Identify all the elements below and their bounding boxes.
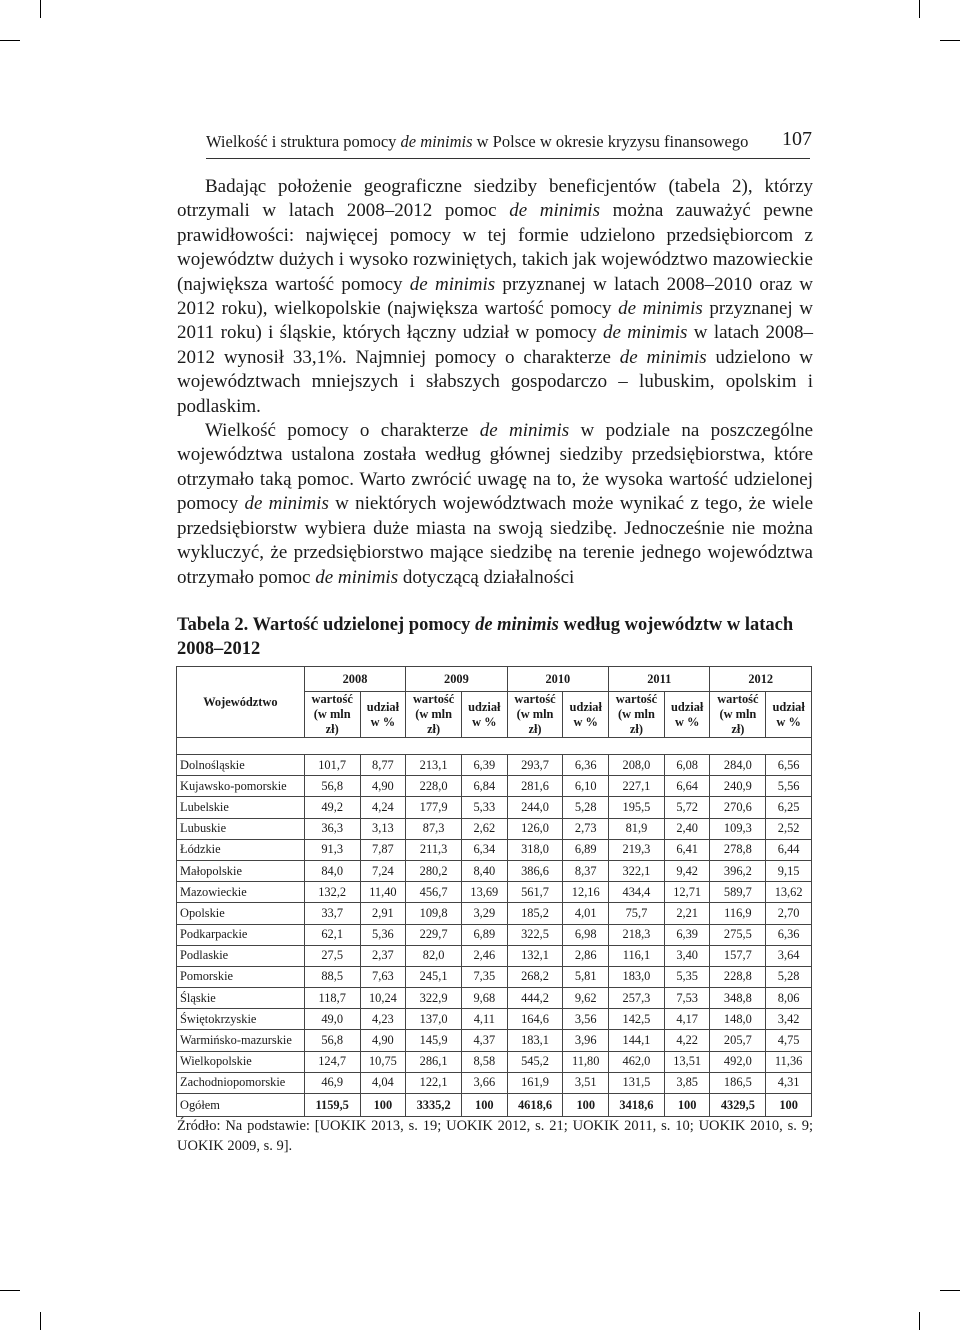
running-title: Wielkość i struktura pomocy de minimis w Polsce w okresie kryzysu finansowego <box>206 132 749 151</box>
share-cell: 2,46 <box>462 945 508 966</box>
value-cell: 109,8 <box>406 903 462 924</box>
paragraph: Badając położenie geograficzne siedziby beneficjentów (tabela 2), którzy otrzymali w latach 2008–2012 pomoc de minimis można zauważyć pewne prawidłowości: najwięcej pomocy w tej formie udzielono przedsiębiorcom z województw dużych i wysoko rozwiniętych, takich jak województwo mazowieckie (największa wartość pomocy de minimis przyznanej w latach 2008–2010 oraz w 2012 roku), wielkopolskie (największa wartość pomocy de minimis przyznanej w 2011 roku) i śląskie, których łączny udział w pomocy de minimis w latach 2008–2012 wynosił 33,1%. Najmniej pomocy o charakterze de minimis udzielono w województwach mniejszych i słabszych gospodarczo – lubuskim, opolskim i podlaskim. <box>177 176 814 417</box>
share-cell: 6,64 <box>664 776 710 797</box>
share-column-header: udział w % <box>664 692 710 738</box>
value-cell: 75,7 <box>609 903 665 924</box>
value-cell: 148,0 <box>710 1009 766 1030</box>
share-cell: 9,42 <box>664 860 710 881</box>
value-cell: 228,8 <box>710 966 766 987</box>
share-cell: 6,36 <box>766 924 812 945</box>
share-cell: 12,16 <box>563 882 609 903</box>
province-name: Wielkopolskie <box>177 1051 305 1072</box>
share-cell: 12,71 <box>664 882 710 903</box>
share-cell: 4,37 <box>462 1030 508 1051</box>
province-name: Kujawsko-pomorskie <box>177 776 305 797</box>
share-cell: 100 <box>462 1094 508 1117</box>
share-cell: 5,35 <box>664 966 710 987</box>
share-cell: 4,75 <box>766 1030 812 1051</box>
province-name: Pomorskie <box>177 966 305 987</box>
table-row <box>177 797 812 818</box>
share-cell: 9,68 <box>462 988 508 1009</box>
value-cell: 4329,5 <box>710 1094 766 1117</box>
share-cell: 3,64 <box>766 945 812 966</box>
value-cell: 132,2 <box>304 882 360 903</box>
province-name: Podlaskie <box>177 945 305 966</box>
share-cell: 7,53 <box>664 988 710 1009</box>
province-name: Dolnośląskie <box>177 755 305 776</box>
share-cell: 4,90 <box>360 1030 406 1051</box>
share-cell: 4,90 <box>360 776 406 797</box>
value-cell: 245,1 <box>406 966 462 987</box>
year-header: 2008 <box>304 667 405 692</box>
province-name: Lubelskie <box>177 797 305 818</box>
share-cell: 13,69 <box>462 882 508 903</box>
crop-mark <box>940 1290 960 1291</box>
value-cell: 33,7 <box>304 903 360 924</box>
share-column-header: udział w % <box>462 692 508 738</box>
table-row <box>177 924 812 945</box>
value-cell: 3335,2 <box>406 1094 462 1117</box>
value-cell: 3418,6 <box>609 1094 665 1117</box>
value-cell: 137,0 <box>406 1009 462 1030</box>
province-header: Województwo <box>177 667 305 738</box>
value-cell: 185,2 <box>507 903 563 924</box>
crop-mark <box>919 1312 920 1330</box>
share-cell: 8,58 <box>462 1051 508 1072</box>
value-cell: 284,0 <box>710 755 766 776</box>
paragraph: Wielkość pomocy o charakterze de minimis w podziale na poszczególne województwa ustalona została według głównej siedziby przedsiębiorstwa, które otrzymało taką pomoc. Warto zwrócić uwagę na to, że wysoka wartość udzielonej pomocy de minimis w niektórych województwach może wynikać z tego, że wiele przedsiębiorstw wybiera duże miasta na swoją siedzibę. Jednocześnie nie można wykluczyć, że przedsiębiorstwo mające siedzibę na terenie jednego województwa otrzymało pomoc de minimis dotyczącą działalności <box>177 420 814 588</box>
share-cell: 6,25 <box>766 797 812 818</box>
value-cell: 227,1 <box>609 776 665 797</box>
province-name: Podkarpackie <box>177 924 305 945</box>
table-row <box>177 945 812 966</box>
share-cell: 10,75 <box>360 1051 406 1072</box>
share-cell: 2,62 <box>462 818 508 839</box>
value-cell: 101,7 <box>304 755 360 776</box>
year-header-row <box>177 667 812 692</box>
crop-mark <box>40 1312 41 1330</box>
running-header <box>206 128 810 159</box>
value-cell: 27,5 <box>304 945 360 966</box>
value-cell: 462,0 <box>609 1051 665 1072</box>
share-column-header: udział w % <box>563 692 609 738</box>
share-cell: 5,33 <box>462 797 508 818</box>
share-cell: 4,22 <box>664 1030 710 1051</box>
value-cell: 183,0 <box>609 966 665 987</box>
table-body <box>177 755 812 1117</box>
value-cell: 88,5 <box>304 966 360 987</box>
share-cell: 11,40 <box>360 882 406 903</box>
value-cell: 177,9 <box>406 797 462 818</box>
value-cell: 492,0 <box>710 1051 766 1072</box>
crop-mark <box>0 1290 20 1291</box>
year-header: 2012 <box>710 667 812 692</box>
value-cell: 116,1 <box>609 945 665 966</box>
share-cell: 2,70 <box>766 903 812 924</box>
share-cell: 9,15 <box>766 860 812 881</box>
value-cell: 116,9 <box>710 903 766 924</box>
value-cell: 186,5 <box>710 1072 766 1093</box>
value-cell: 322,1 <box>609 860 665 881</box>
share-cell: 7,24 <box>360 860 406 881</box>
province-name: Lubuskie <box>177 818 305 839</box>
value-cell: 1159,5 <box>304 1094 360 1117</box>
share-cell: 4,17 <box>664 1009 710 1030</box>
share-cell: 8,06 <box>766 988 812 1009</box>
share-cell: 4,01 <box>563 903 609 924</box>
value-cell: 270,6 <box>710 797 766 818</box>
value-column-header: wartość (w mln zł) <box>507 692 563 738</box>
value-cell: 211,3 <box>406 839 462 860</box>
value-cell: 240,9 <box>710 776 766 797</box>
value-cell: 396,2 <box>710 860 766 881</box>
crop-mark <box>940 40 960 41</box>
crop-mark <box>40 0 41 18</box>
page-number: 107 <box>782 128 812 150</box>
share-cell: 5,28 <box>563 797 609 818</box>
share-column-header: udział w % <box>360 692 406 738</box>
value-cell: 56,8 <box>304 1030 360 1051</box>
value-cell: 229,7 <box>406 924 462 945</box>
province-name: Śląskie <box>177 988 305 1009</box>
share-cell: 5,81 <box>563 966 609 987</box>
data-table <box>176 666 812 1117</box>
value-cell: 122,1 <box>406 1072 462 1093</box>
year-header: 2010 <box>507 667 608 692</box>
value-cell: 142,5 <box>609 1009 665 1030</box>
value-cell: 144,1 <box>609 1030 665 1051</box>
value-cell: 545,2 <box>507 1051 563 1072</box>
share-cell: 6,89 <box>563 839 609 860</box>
share-column-header: udział w % <box>766 692 812 738</box>
value-cell: 205,7 <box>710 1030 766 1051</box>
value-cell: 161,9 <box>507 1072 563 1093</box>
share-cell: 2,37 <box>360 945 406 966</box>
value-column-header: wartość (w mln zł) <box>304 692 360 738</box>
share-cell: 9,62 <box>563 988 609 1009</box>
share-cell: 5,36 <box>360 924 406 945</box>
value-cell: 4618,6 <box>507 1094 563 1117</box>
share-cell: 4,11 <box>462 1009 508 1030</box>
value-cell: 36,3 <box>304 818 360 839</box>
value-cell: 118,7 <box>304 988 360 1009</box>
table-row <box>177 1009 812 1030</box>
province-name: Łódzkie <box>177 839 305 860</box>
value-cell: 49,0 <box>304 1009 360 1030</box>
table-row <box>177 1030 812 1051</box>
value-cell: 293,7 <box>507 755 563 776</box>
share-cell: 11,80 <box>563 1051 609 1072</box>
value-cell: 56,8 <box>304 776 360 797</box>
share-cell: 13,62 <box>766 882 812 903</box>
value-cell: 278,8 <box>710 839 766 860</box>
share-cell: 2,86 <box>563 945 609 966</box>
value-cell: 318,0 <box>507 839 563 860</box>
value-cell: 589,7 <box>710 882 766 903</box>
share-cell: 2,40 <box>664 818 710 839</box>
value-cell: 386,6 <box>507 860 563 881</box>
value-cell: 257,3 <box>609 988 665 1009</box>
value-cell: 281,6 <box>507 776 563 797</box>
share-cell: 6,39 <box>664 924 710 945</box>
share-cell: 2,52 <box>766 818 812 839</box>
share-cell: 6,56 <box>766 755 812 776</box>
table-row <box>177 755 812 776</box>
table-row <box>177 1051 812 1072</box>
value-cell: 81,9 <box>609 818 665 839</box>
value-cell: 286,1 <box>406 1051 462 1072</box>
value-cell: 126,0 <box>507 818 563 839</box>
value-cell: 434,4 <box>609 882 665 903</box>
province-name: Świętokrzyskie <box>177 1009 305 1030</box>
table-row <box>177 882 812 903</box>
value-cell: 195,5 <box>609 797 665 818</box>
share-cell: 3,42 <box>766 1009 812 1030</box>
table-total-row <box>177 1094 812 1117</box>
value-cell: 131,5 <box>609 1072 665 1093</box>
share-cell: 8,77 <box>360 755 406 776</box>
year-header: 2009 <box>406 667 507 692</box>
share-cell: 2,73 <box>563 818 609 839</box>
crop-mark <box>919 0 920 18</box>
value-cell: 218,3 <box>609 924 665 945</box>
value-cell: 268,2 <box>507 966 563 987</box>
value-cell: 444,2 <box>507 988 563 1009</box>
value-cell: 456,7 <box>406 882 462 903</box>
share-cell: 100 <box>766 1094 812 1117</box>
value-cell: 322,5 <box>507 924 563 945</box>
value-cell: 157,7 <box>710 945 766 966</box>
crop-mark <box>0 40 20 41</box>
share-cell: 2,91 <box>360 903 406 924</box>
value-cell: 348,8 <box>710 988 766 1009</box>
province-name: Zachodniopomorskie <box>177 1072 305 1093</box>
share-cell: 100 <box>664 1094 710 1117</box>
value-cell: 62,1 <box>304 924 360 945</box>
share-cell: 5,72 <box>664 797 710 818</box>
province-name: Małopolskie <box>177 860 305 881</box>
body-text <box>177 175 813 590</box>
share-cell: 2,21 <box>664 903 710 924</box>
share-cell: 10,24 <box>360 988 406 1009</box>
share-cell: 8,37 <box>563 860 609 881</box>
value-cell: 208,0 <box>609 755 665 776</box>
value-cell: 244,0 <box>507 797 563 818</box>
share-cell: 5,28 <box>766 966 812 987</box>
value-cell: 82,0 <box>406 945 462 966</box>
share-cell: 100 <box>360 1094 406 1117</box>
value-cell: 561,7 <box>507 882 563 903</box>
value-column-header: wartość (w mln zł) <box>609 692 665 738</box>
value-cell: 132,1 <box>507 945 563 966</box>
table-row <box>177 776 812 797</box>
share-cell: 3,29 <box>462 903 508 924</box>
province-name: Mazowieckie <box>177 882 305 903</box>
share-cell: 8,40 <box>462 860 508 881</box>
table-row <box>177 818 812 839</box>
value-cell: 183,1 <box>507 1030 563 1051</box>
share-cell: 100 <box>563 1094 609 1117</box>
table-row <box>177 988 812 1009</box>
share-cell: 5,56 <box>766 776 812 797</box>
year-header: 2011 <box>609 667 710 692</box>
share-cell: 13,51 <box>664 1051 710 1072</box>
share-cell: 3,40 <box>664 945 710 966</box>
share-cell: 3,51 <box>563 1072 609 1093</box>
share-cell: 4,23 <box>360 1009 406 1030</box>
share-cell: 6,84 <box>462 776 508 797</box>
value-cell: 84,0 <box>304 860 360 881</box>
table-row <box>177 903 812 924</box>
value-cell: 275,5 <box>710 924 766 945</box>
share-cell: 3,66 <box>462 1072 508 1093</box>
share-cell: 6,36 <box>563 755 609 776</box>
province-name: Ogółem <box>177 1094 305 1117</box>
share-cell: 6,10 <box>563 776 609 797</box>
share-cell: 4,24 <box>360 797 406 818</box>
value-cell: 145,9 <box>406 1030 462 1051</box>
share-cell: 7,63 <box>360 966 406 987</box>
table-spacer <box>177 738 812 755</box>
share-cell: 6,34 <box>462 839 508 860</box>
value-cell: 213,1 <box>406 755 462 776</box>
value-cell: 46,9 <box>304 1072 360 1093</box>
share-cell: 6,98 <box>563 924 609 945</box>
share-cell: 4,04 <box>360 1072 406 1093</box>
province-name: Warmińsko-mazurskie <box>177 1030 305 1051</box>
value-column-header: wartość (w mln zł) <box>406 692 462 738</box>
share-cell: 7,87 <box>360 839 406 860</box>
share-cell: 6,44 <box>766 839 812 860</box>
share-cell: 3,56 <box>563 1009 609 1030</box>
table-row <box>177 839 812 860</box>
table-row <box>177 860 812 881</box>
share-cell: 7,35 <box>462 966 508 987</box>
share-cell: 4,31 <box>766 1072 812 1093</box>
value-cell: 91,3 <box>304 839 360 860</box>
value-cell: 280,2 <box>406 860 462 881</box>
value-cell: 219,3 <box>609 839 665 860</box>
value-cell: 87,3 <box>406 818 462 839</box>
share-cell: 6,08 <box>664 755 710 776</box>
share-cell: 3,13 <box>360 818 406 839</box>
source-note: Źródło: Na podstawie: [UOKIK 2013, s. 19; UOKIK 2012, s. 21; UOKIK 2011, s. 10; UOKIK 2010, s. 9; UOKIK 2009, s. 9]. <box>177 1118 813 1154</box>
table-row <box>177 1072 812 1093</box>
share-cell: 3,85 <box>664 1072 710 1093</box>
table-row <box>177 966 812 987</box>
share-cell: 11,36 <box>766 1051 812 1072</box>
value-cell: 109,3 <box>710 818 766 839</box>
share-cell: 3,96 <box>563 1030 609 1051</box>
table-caption: Tabela 2. Wartość udzielonej pomocy de minimis według województw w latach 2008–2012 <box>177 615 794 659</box>
value-cell: 322,9 <box>406 988 462 1009</box>
value-cell: 228,0 <box>406 776 462 797</box>
share-cell: 6,89 <box>462 924 508 945</box>
value-column-header: wartość (w mln zł) <box>710 692 766 738</box>
share-cell: 6,39 <box>462 755 508 776</box>
province-name: Opolskie <box>177 903 305 924</box>
value-cell: 49,2 <box>304 797 360 818</box>
share-cell: 6,41 <box>664 839 710 860</box>
value-cell: 124,7 <box>304 1051 360 1072</box>
value-cell: 164,6 <box>507 1009 563 1030</box>
